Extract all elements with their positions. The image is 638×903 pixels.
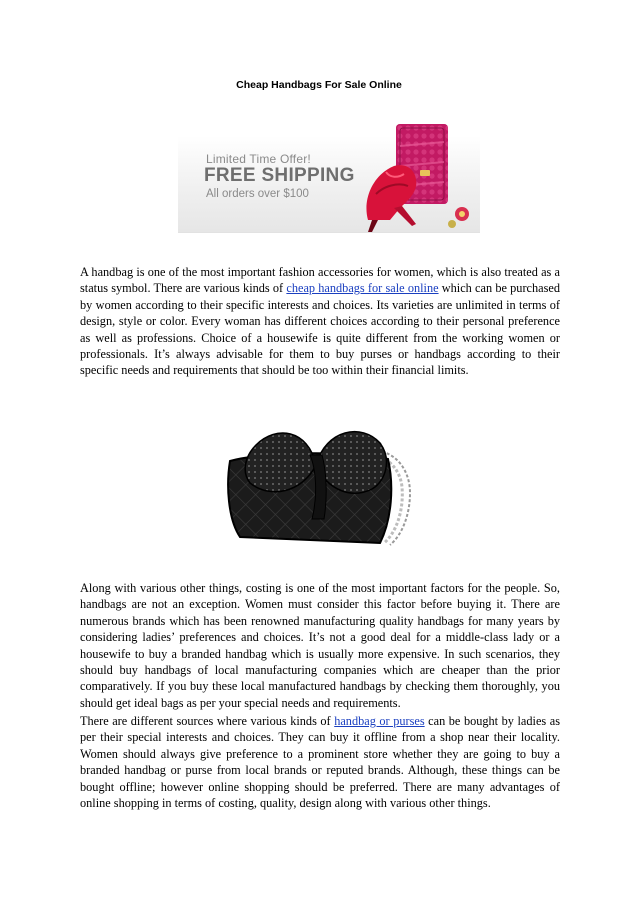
document-title: Cheap Handbags For Sale Online	[236, 79, 402, 91]
shoe-and-clutch-image	[308, 116, 480, 236]
promo-offer-text: Limited Time Offer!	[206, 152, 311, 166]
cheap-handbags-link[interactable]: cheap handbags for sale online	[286, 281, 439, 296]
paragraph-3-text-end: can be bought by ladies as per their special interests and choices. They can buy it offline from a shop near their locality. Women should always give preference to a prominent store whether they are going to buy a branded handbag or purse from local brands or reputed brands. Although, these things can be bought offline; however online shopping should be preferred. There are many advantages of online shopping in terms of costing, quality, design along with various other things.	[80, 714, 560, 811]
handbag-or-purses-link[interactable]: handbag or purses	[334, 714, 425, 728]
paragraph-3-text: There are different sources where various kinds of	[80, 714, 335, 728]
promo-banner-image	[178, 116, 480, 236]
promo-shipping-text: FREE SHIPPING	[204, 165, 355, 186]
paragraph-1-text: A handbag is one of the most important fashion accessories for women, which is also treated as a status symbol. There are various kinds of	[80, 265, 560, 296]
paragraph-1	[80, 264, 560, 379]
paragraph-2: Along with various other things, costing is one of the most important factors for the people. So, handbags are not an exception. Women must consider this factor before buying it. There are numerous brands which has been renowned manufacturing quality handbags for many years by considering ladies’ preferences and choices. It’s not a good deal for a middle-class lady or a housewife to buy a branded handbag which is usually more expensive. In such scenarios, they should buy handbags of local manufacturing companies which are cheaper than the prior comparatively. If you buy these local manufactured handbags by checking them thoroughly, you should get ideal bags as per your special needs and requirements.	[80, 581, 560, 710]
paragraph-1-text-end: which can be purchased by women according to their specific interests and choices. Its varieties are unlimited in terms of design, style or color. Every woman has different choices according to their personal preference as well as professions. Choice of a housewife is quite different from the working women or professionals. It’s always advisable for them to buy purses or handbags according to their specific needs and requirements that should be too within their financial limits.	[80, 281, 561, 378]
promo-orders-text: All orders over $100	[206, 188, 309, 200]
red-shoe-icon	[366, 165, 416, 232]
black-handbag-image	[216, 415, 416, 551]
paragraph-3	[80, 713, 560, 811]
